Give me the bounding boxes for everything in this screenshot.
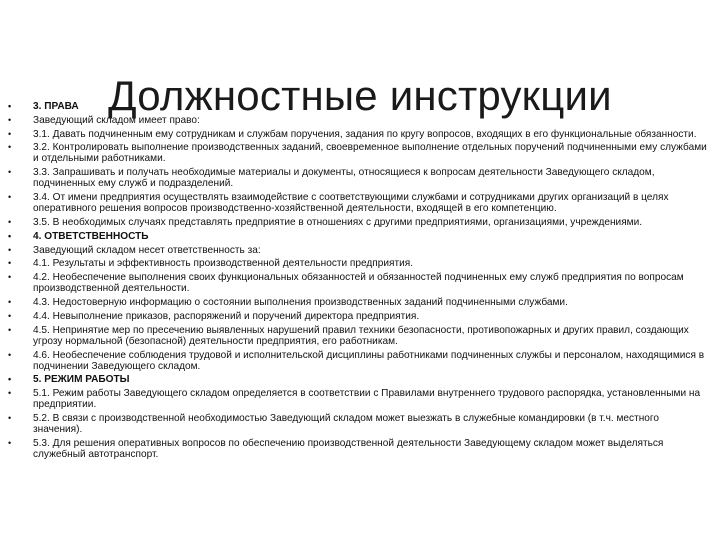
list-item: • 5.2. В связи с производственной необходимостью Заведующий складом может выезжать в служебные командировки (в т.ч. местного значения). [8,413,708,435]
list-item: • 3.3. Запрашивать и получать необходимые материалы и документы, относящиеся к вопросам деятельности Заведующего складом, подчиненных ему служб и подразделений. [8,167,708,189]
page-title: Должностные инструкции [108,72,612,120]
list-item: • 4.3. Недостоверную информацию о состоянии выполнения производственных заданий подчиненными службами. [8,297,708,308]
list-item: • 5. РЕЖИМ РАБОТЫ [8,374,708,385]
list-item: • 5.1. Режим работы Заведующего складом определяется в соответствии с Правилами внутреннего трудового распорядка, установленными на предприятии. [8,388,708,410]
list-item: • 3. ПРАВА [8,101,708,112]
list-item: • 4.1. Результаты и эффективность производственной деятельности предприятия. [8,258,708,269]
list-item: • 4.2. Необеспечение выполнения своих функциональных обязанностей и обязанностей подчиненных ему служб предприятия по вопросам производственной деятельности. [8,272,708,294]
list-item: • 4.6. Необеспечение соблюдения трудовой и исполнительской дисциплины работниками подчиненных службы и персоналом, находящимися в подчинении Заведующего складом. [8,350,708,372]
list-item: • 3.1. Давать подчиненным ему сотрудникам и службам поручения, задания по кругу вопросов, входящих в его функциональные обязанности. [8,129,708,140]
list-item: • Заведующий складом имеет право: [8,115,708,126]
list-item: • 3.4. От имени предприятия осуществлять взаимодействие с соответствующими службами и сотрудниками других организаций в целях оперативного решения вопросов производственно-хозяйственной деятельности, входящей в его компетенцию. [8,192,708,214]
list-item: • 4. ОТВЕТСТВЕННОСТЬ [8,231,708,242]
list-item: • 3.2. Контролировать выполнение производственных заданий, своевременное выполнение отдельных поручений подчиненными ему службами и отдельными работниками. [8,142,708,164]
instruction-list [8,101,708,463]
list-item: • 4.5. Непринятие мер по пресечению выявленных нарушений правил техники безопасности, противопожарных и других правил, создающих угрозу нормальной (безопасной) деятельности предприятия, его работникам. [8,325,708,347]
list-item: • 5.3. Для решения оперативных вопросов по обеспечению производственной деятельности Заведующему складом может выделяться служебный автотранспорт. [8,438,708,460]
list-item: • Заведующий складом несет ответственность за: [8,245,708,256]
list-item: • 3.5. В необходимых случаях представлять предприятие в отношениях с другими предприятиями, организациями, учреждениями. [8,217,708,228]
list-item: • 4.4. Невыполнение приказов, распоряжений и поручений директора предприятия. [8,311,708,322]
